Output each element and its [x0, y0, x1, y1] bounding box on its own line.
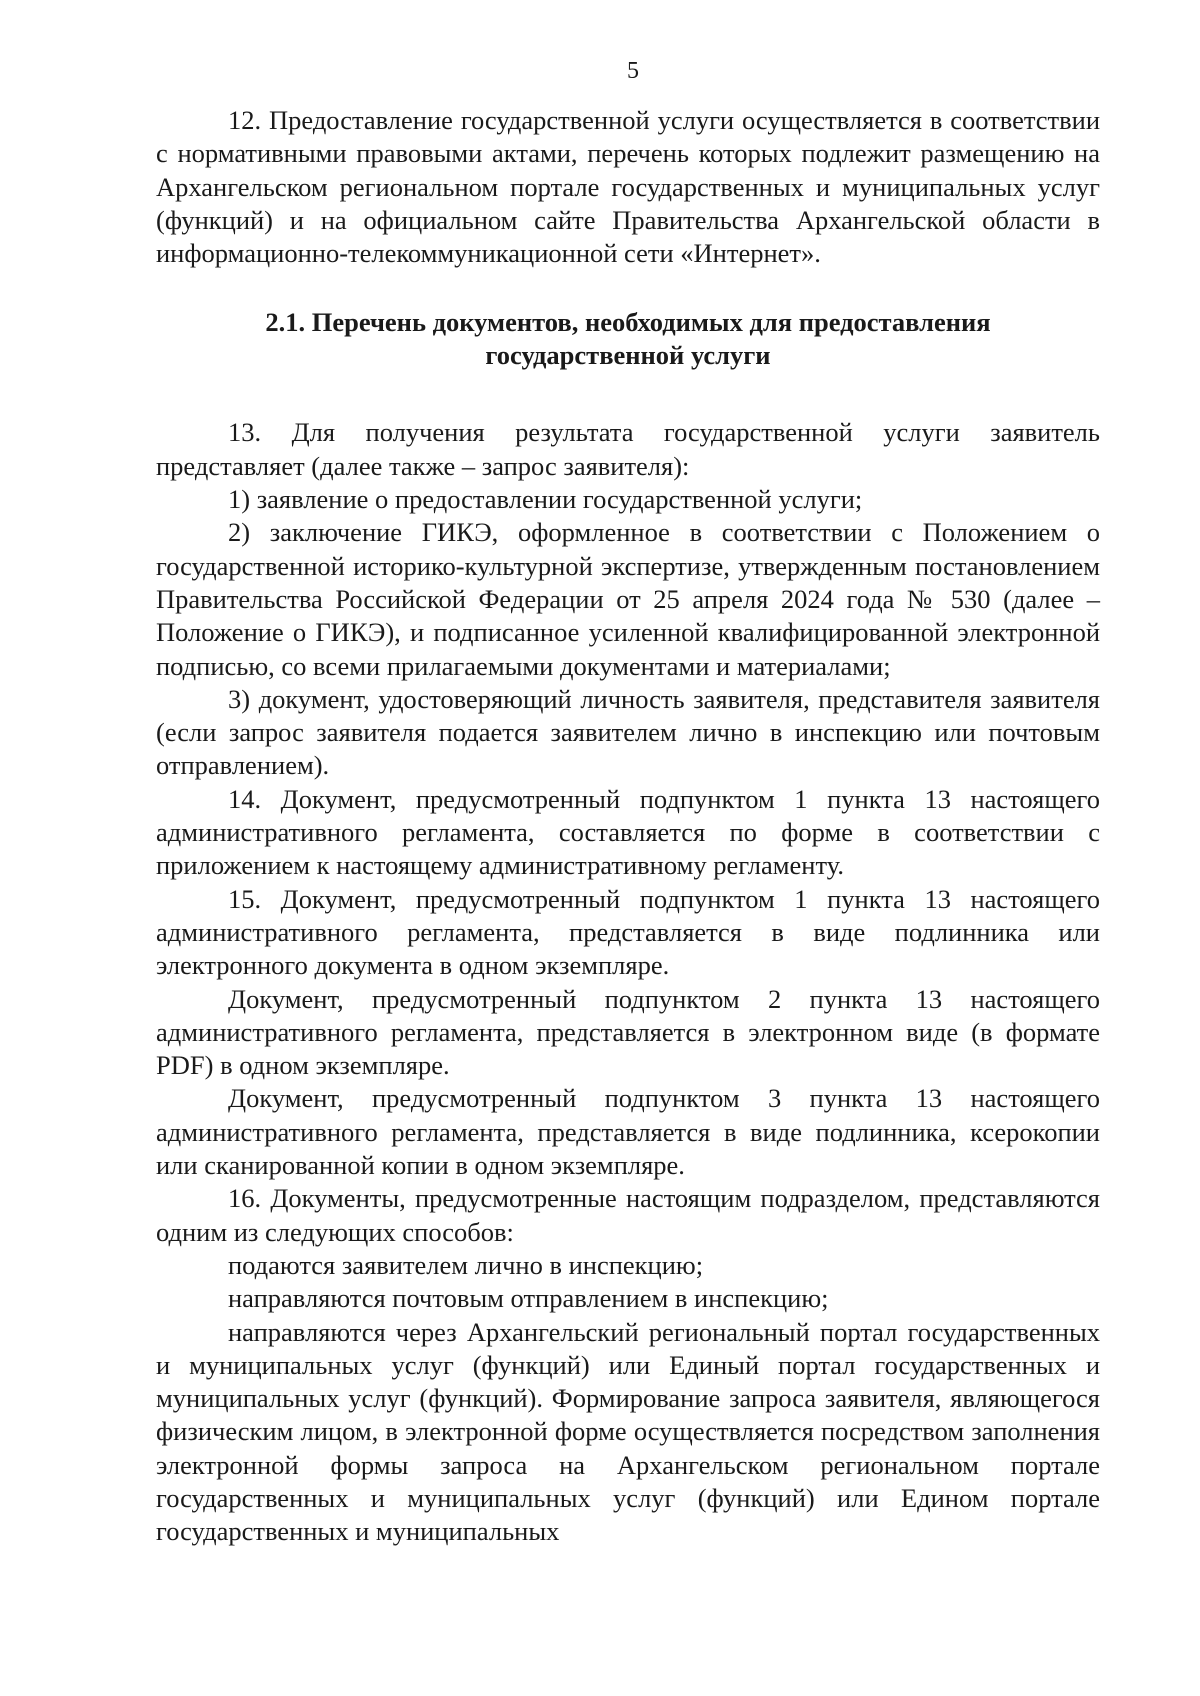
page-number: 5	[627, 58, 639, 84]
section-heading	[156, 306, 1100, 372]
paragraph-12: 12. Предоставление государственной услуги осуществляется в соответствии с нормативными правовыми актами, перечень которых подлежит размещению на Архангельском региональном портале государственных и муниципальных услуг (функций) и на официальном сайте Правительства Архангельской области в информационно-телекоммуникационной сети «Интернет».	[156, 105, 1100, 269]
document-page	[156, 56, 1100, 1549]
paragraph-13-item-2: 2) заключение ГИКЭ, оформленное в соответствии с Положением о государственной историко-культурной экспертизе, утвержденным постановлением Правительства Российской Федерации от 25 апреля 2024 года № 530 (далее – Положение о ГИКЭ), и подписанное усиленной квалифицированной электронной подписью, со всеми прилагаемыми документами и материалами;	[156, 517, 1100, 681]
paragraph-13-item-1: 1) заявление о предоставлении государственной услуги;	[228, 484, 863, 515]
paragraph-15-part-3: Документ, предусмотренный подпунктом 3 пункта 13 настоящего административного регламента, представляется в виде подлинника, ксерокопии или сканированной копии в одном экземпляре.	[156, 1083, 1100, 1181]
paragraph-16-method-3: направляются через Архангельский региональный портал государственных и муниципальных услуг (функций) или Единый портал государственных и муниципальных услуг (функций). Формирование запроса заявителя, являющегося физическим лицом, в электронной форме осуществляется посредством заполнения электронной формы запроса на Архангельском региональном портале государственных и муниципальных услуг (функций) или Едином портале государственных и муниципальных	[156, 1316, 1100, 1547]
section-heading-line-1: 2.1. Перечень документов, необходимых для предоставления	[265, 307, 991, 338]
paragraph-16-method-2: направляются почтовым отправлением в инспекцию;	[228, 1283, 829, 1314]
paragraph-13-item-3: 3) документ, удостоверяющий личность заявителя, представителя заявителя (если запрос заявителя подается заявителем лично в инспекцию или почтовым отправлением).	[156, 683, 1100, 781]
paragraph-16: 16. Документы, предусмотренные настоящим подразделом, представляются одним из следующих способов:	[156, 1183, 1100, 1247]
paragraph-14: 14. Документ, предусмотренный подпунктом 1 пункта 13 настоящего административного регламента, составляется по форме в соответствии с приложением к настоящему административному регламенту.	[156, 783, 1100, 881]
paragraph-16-method-1: подаются заявителем лично в инспекцию;	[228, 1249, 704, 1280]
paragraph-15-part-2: Документ, предусмотренный подпунктом 2 пункта 13 настоящего административного регламента, представляется в электронном виде (в формате PDF) в одном экземпляре.	[156, 983, 1100, 1081]
section-heading-line-2: государственной услуги	[485, 340, 771, 371]
paragraph-13: 13. Для получения результата государственной услуги заявитель представляет (далее также – запрос заявителя):	[156, 417, 1100, 481]
paragraph-15: 15. Документ, предусмотренный подпунктом 1 пункта 13 настоящего административного регламента, представляется в виде подлинника или электронного документа в одном экземпляре.	[156, 883, 1100, 981]
